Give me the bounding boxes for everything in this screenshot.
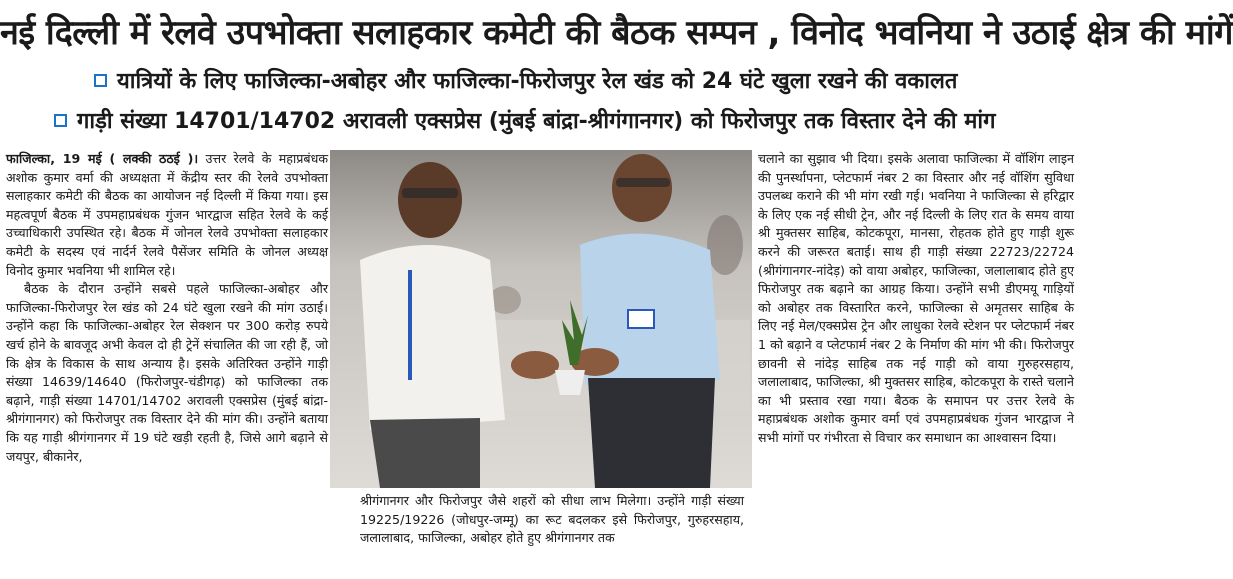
article-column-left	[6, 150, 328, 578]
paragraph-text: उत्तर रेलवे के महाप्रबंधक अशोक कुमार वर्मा की अध्यक्षता में केंद्रीय स्तर की रेलवे उपभोक्ता सलाहकार कमेटी की बैठक का आयोजन नई दिल्ली में किया गया। इस महत्वपूर्ण बैठक में उपमहाप्रबंधक गुंजन भारद्वाज सहित रेलवे के कई उच्चाधिकारी उपस्थित रहे। बैठक में जोनल रेलवे उपभोक्ता सलाहकार कमेटी के सदस्य एवं नार्दर्न रेलवे पैसेंजर समिति के जोनल अध्यक्ष विनोद कुमार भवनिया भी शामिल रहे।	[6, 151, 328, 278]
subheading-1-text: यात्रियों के लिए फाजिल्का-अबोहर और फाजिल्का-फिरोजपुर रेल खंड को 24 घंटे खुला रखने की वकालत	[117, 69, 958, 94]
headline: नई दिल्ली में रेलवे उपभोक्ता सलाहकार कमेटी की बैठक सम्पन , विनोद भवनिया ने उठाई क्षेत्र की मांगें	[0, 13, 1233, 53]
article-column-middle: श्रीगंगानगर और फिरोजपुर जैसे शहरों को सीधा लाभ मिलेगा। उन्होंने गाड़ी संख्या 19225/19226 (जोधपुर-जम्मू) का रूट बदलकर इसे फिरोजपुर, गुरुहरसहाय, जलालाबाद, फाजिल्का, अबोहर होते हुए श्रीगंगानगर तक	[360, 493, 744, 546]
subheading-2	[54, 104, 1080, 140]
dateline: फाजिल्का, 19 मई ( लक्की ठठई )।	[6, 151, 199, 166]
photo-illustration	[330, 150, 752, 488]
article-paragraph	[6, 150, 328, 280]
news-photo	[330, 150, 752, 488]
checkbox-bullet-icon	[54, 114, 67, 127]
subheading-1	[94, 64, 1080, 100]
article-paragraph: बैठक के दौरान उन्होंने सबसे पहले फाजिल्का-अबोहर और फाजिल्का-फिरोजपुर रेल खंड को 24 घंटे खुला रखने की मांग उठाई। उन्होंने कहा कि फाजिल्का-अबोहर रेल सेक्शन पर 300 करोड़ रुपये खर्च होने के बावजूद अभी केवल दो ही ट्रेनें संचालित की जा रही हैं, जो कि क्षेत्र के विकास के साथ अन्याय है। इसके अतिरिक्त उन्होंने गाड़ी संख्या 14639/14640 (फिरोजपुर-चंडीगढ़) को फाजिल्का तक बढ़ाने, गाड़ी संख्या 14701/14702 अरावली एक्सप्रेस (मुंबई बांद्रा-श्रीगंगानगर) को फिरोजपुर तक विस्तार देने की मांग की। उन्होंने बताया कि यह गाड़ी श्रीगंगानगर में 19 घंटे खड़ी रहती है, जिसे आगे बढ़ाने से जयपुर, बीकानेर,	[6, 281, 328, 464]
checkbox-bullet-icon	[94, 74, 107, 87]
article-column-right: चलाने का सुझाव भी दिया। इसके अलावा फाजिल्का में वॉशिंग लाइन की पुनर्स्थापना, प्लेटफार्म नंबर 2 का विस्तार और नई वॉशिंग सुविधा उपलब्ध कराने की भी मांग रखी गई। भवनिया ने फाजिल्का से हरिद्वार के लिए एक नई सीधी ट्रेन, और नई दिल्ली के लिए रात के समय वाया श्री मुक्तसर साहिब, कोटकपूरा, मानसा, रोहतक होते हुए गाड़ी शुरू करने की जरूरत बताई। साथ ही गाड़ी संख्या 22723/22724 (श्रीगंगानगर-नांदेड़) को वाया अबोहर, फाजिल्का, जलालाबाद होते हुए फिरोजपुर तक बढ़ाने का आग्रह किया। उन्होंने सभी डीएमयू गाड़ियों को अबोहर तक विस्तारित करने, फाजिल्का से अमृतसर साहिब के लिए नई मेल/एक्सप्रेस ट्रेन और लाधुका रेलवे स्टेशन पर प्लेटफार्म नंबर 1 को बढ़ाने व प्लेटफार्म नंबर 2 के निर्माण की मांग भी की। फिरोजपुर छावनी से नांदेड़ साहिब तक नई गाड़ी को वाया गुरुहरसहाय, जलालाबाद, फाजिल्का, श्री मुक्तसर साहिब, कोटकपूरा के रास्ते चलाने का भी प्रस्ताव रखा गया। बैठक के समापन पर उत्तर रेलवे के महाप्रबंधक अशोक कुमार वर्मा एवं उपमहाप्रबंधक गुंजन भारद्वाज ने सभी मांगों पर गंभीरता से विचार कर समाधान का आश्वासन दिया।	[758, 151, 1074, 445]
subheading-2-text: गाड़ी संख्या 14701/14702 अरावली एक्सप्रेस (मुंबई बांद्रा-श्रीगंगानगर) को फिरोजपुर तक विस्तार देने की मांग	[77, 109, 996, 134]
